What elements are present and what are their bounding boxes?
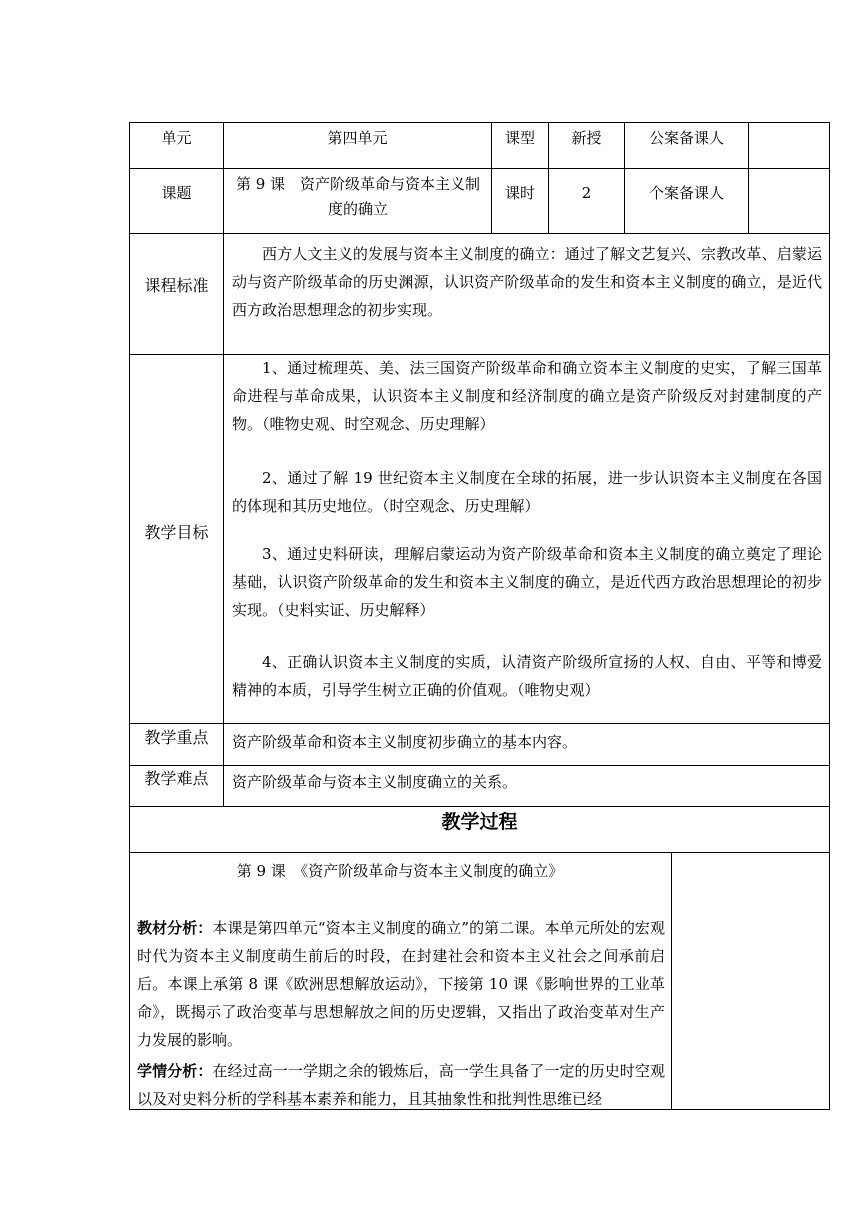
table-border	[671, 852, 672, 1110]
lesson-type-label: 课型	[504, 129, 535, 147]
hours-value: 2	[581, 184, 592, 202]
table-border	[129, 122, 130, 1110]
table-border	[129, 168, 830, 169]
key-point-label: 教学重点	[144, 728, 209, 747]
objective-item-1: 1、通过梳理英、美、法三国资产阶级革命和确立资本主义制度的史实，了解三国革命进程与革命成果，认识资本主义制度和经济制度的确立是资产阶级反对封建制度的产物。（唯物史观、时空观念、历史理解）	[232, 359, 822, 433]
unit-value: 第四单元	[327, 129, 388, 147]
table-border	[829, 122, 830, 1110]
lesson-type-value: 新授	[571, 129, 602, 147]
table-border	[129, 723, 830, 724]
textbook-analysis-text: 本课是第四单元“资本主义制度的确立”的第二课。本单元所处的宏观时代为资本主义制度萌生前后的时段，在封建社会和资本主义社会之间承前启后。本课上承第 8 课《欧洲思想解放运动》，下接第 10 课《影响世界的工业革命》，既揭示了政治变革与思想解放之间的历史逻辑，又指出了政治变革对生产力发展的影响。	[137, 919, 665, 1049]
lesson-title: 第 9 课 《资产阶级革命与资本主义制度的确立》	[236, 862, 564, 880]
student-analysis-text: 在经过高一一学期之余的锻炼后，高一学生具备了一定的历史时空观以及对史料分析的学科基本素养和能力，且其抽象性和批判性思维已经	[137, 1062, 665, 1108]
student-analysis	[137, 1057, 665, 1113]
key-point-text: 资产阶级革命和资本主义制度初步确立的基本内容。	[232, 733, 578, 751]
table-border	[129, 122, 830, 123]
topic-value: 第 9 课 资产阶级革命与资本主义制度的确立	[235, 175, 481, 218]
standard-text: 西方人文主义的发展与资本主义制度的确立：通过了解文艺复兴、宗教改革、启蒙运动与资产阶级革命的历史渊源，认识资产阶级革命的发生和资本主义制度的确立，是近代西方政治思想理念的初步实现。	[232, 245, 822, 319]
table-border	[748, 122, 749, 234]
objectives-label: 教学目标	[144, 523, 209, 542]
table-border	[129, 806, 830, 807]
difficulty-text: 资产阶级革命与资本主义制度确立的关系。	[232, 773, 518, 791]
personal-prep-label: 个案备课人	[648, 184, 724, 202]
textbook-analysis	[137, 914, 665, 1054]
table-border	[129, 765, 830, 766]
objective-item-3: 3、通过史料研读，理解启蒙运动为资产阶级革命和资本主义制度的确立奠定了理论基础，认识资产阶级革命的发生和资本主义制度的确立，是近代西方政治思想理论的初步实现。（史料实证、历史解释）	[232, 545, 822, 619]
unit-label: 单元	[161, 129, 192, 147]
objective-item-4: 4、正确认识资本主义制度的实质，认清资产阶级所宣扬的人权、自由、平等和博爱精神的本质，引导学生树立正确的价值观。（唯物史观）	[232, 653, 822, 699]
textbook-analysis-label: 教材分析：	[137, 919, 213, 937]
student-analysis-label: 学情分析：	[137, 1062, 213, 1080]
standard-label: 课程标准	[144, 276, 209, 295]
topic-label: 课题	[161, 184, 192, 202]
table-border	[129, 233, 830, 234]
process-heading: 教学过程	[441, 811, 518, 833]
table-border	[129, 852, 830, 853]
table-border	[223, 233, 224, 807]
difficulty-label: 教学难点	[144, 769, 209, 788]
objective-item-2: 2、通过了解 19 世纪资本主义制度在全球的拓展，进一步认识资本主义制度在各国的体现和其历史地位。（时空观念、历史理解）	[232, 469, 822, 515]
hours-label: 课时	[504, 184, 535, 202]
public-prep-label: 公案备课人	[648, 129, 724, 147]
